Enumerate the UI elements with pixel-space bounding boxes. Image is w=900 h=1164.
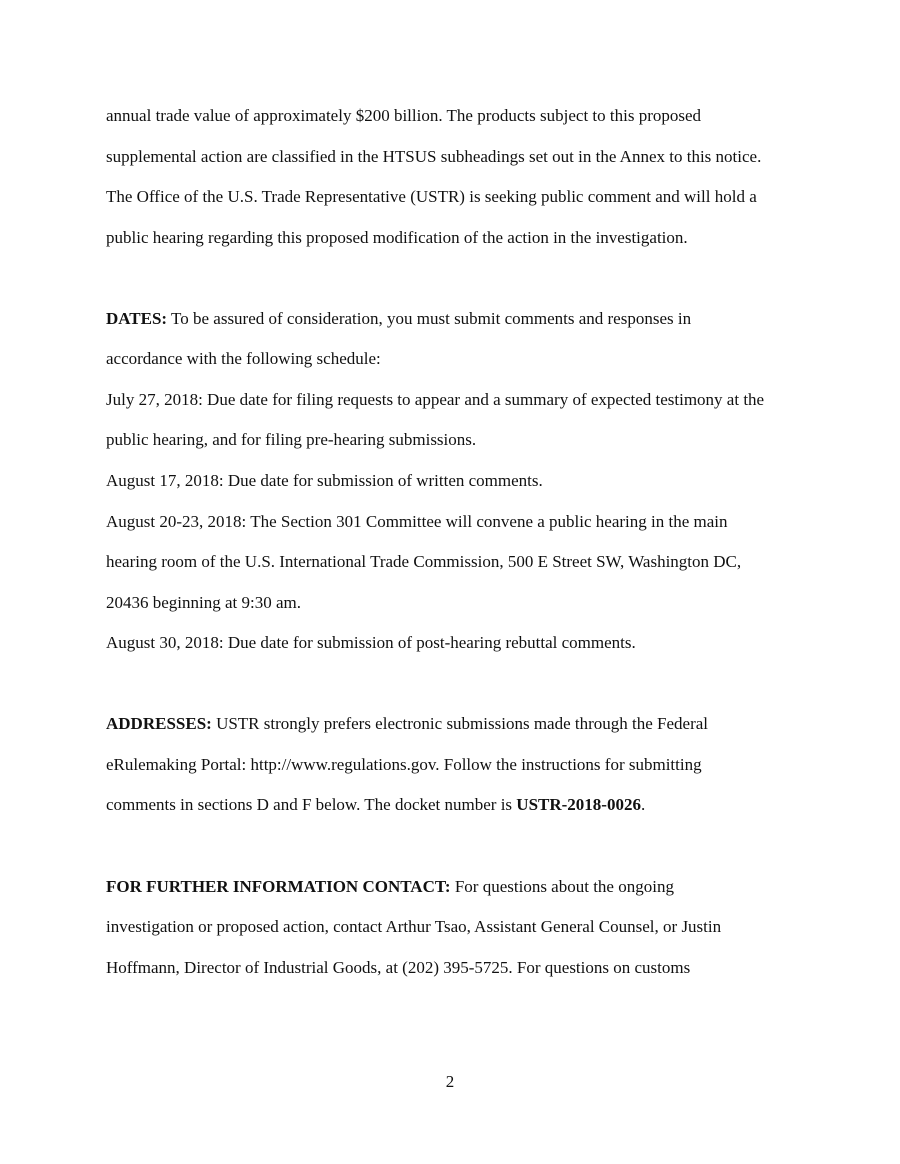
addresses-line-3 (106, 794, 645, 816)
intro-line-4: public hearing regarding this proposed modification of the action in the investigation. (106, 228, 688, 247)
addresses-heading: ADDRESSES: (106, 714, 212, 733)
addresses-line-1 (106, 713, 708, 735)
dates-line-8: 20436 beginning at 9:30 am. (106, 593, 302, 612)
contact-line-2: investigation or proposed action, contact Arthur Tsao, Assistant General Counsel, or Justin (106, 917, 722, 936)
dates-line-5: August 17, 2018: Due date for submission of written comments. (106, 471, 543, 490)
intro-line-3: The Office of the U.S. Trade Representative (USTR) is seeking public comment and will hold a (106, 187, 757, 206)
contact-heading: FOR FURTHER INFORMATION CONTACT: (106, 877, 451, 896)
addresses-line-2: eRulemaking Portal: http://www.regulations.gov. Follow the instructions for submitting (106, 755, 702, 774)
dates-intro-text: To be assured of consideration, you must submit comments and responses in (167, 309, 692, 328)
dates-line-4: public hearing, and for filing pre-hearing submissions. (106, 430, 477, 449)
page-number: 2 (445, 1072, 455, 1091)
contact-line-3: Hoffmann, Director of Industrial Goods, at (202) 395-5725. For questions on customs (106, 958, 691, 977)
addresses-period: . (640, 795, 646, 814)
dates-line-7: hearing room of the U.S. International Trade Commission, 500 E Street SW, Washington DC, (106, 552, 742, 571)
addresses-intro-text: USTR strongly prefers electronic submissions made through the Federal (211, 714, 709, 733)
dates-line-2: accordance with the following schedule: (106, 349, 381, 368)
dates-line-6: August 20-23, 2018: The Section 301 Committee will convene a public hearing in the main (106, 512, 728, 531)
dates-line-1 (106, 308, 691, 330)
contact-intro-text: For questions about the ongoing (450, 877, 674, 896)
docket-number: USTR-2018-0026 (516, 795, 641, 814)
dates-heading: DATES: (106, 309, 168, 328)
intro-line-2: supplemental action are classified in the HTSUS subheadings set out in the Annex to this notice. (106, 147, 762, 166)
addresses-docket-text: comments in sections D and F below. The docket number is (106, 795, 517, 814)
contact-line-1 (106, 876, 674, 898)
dates-line-3: July 27, 2018: Due date for filing requests to appear and a summary of expected testimony at the (106, 390, 765, 409)
dates-line-9: August 30, 2018: Due date for submission of post-hearing rebuttal comments. (106, 633, 636, 652)
intro-line-1: annual trade value of approximately $200 billion. The products subject to this proposed (106, 106, 702, 125)
